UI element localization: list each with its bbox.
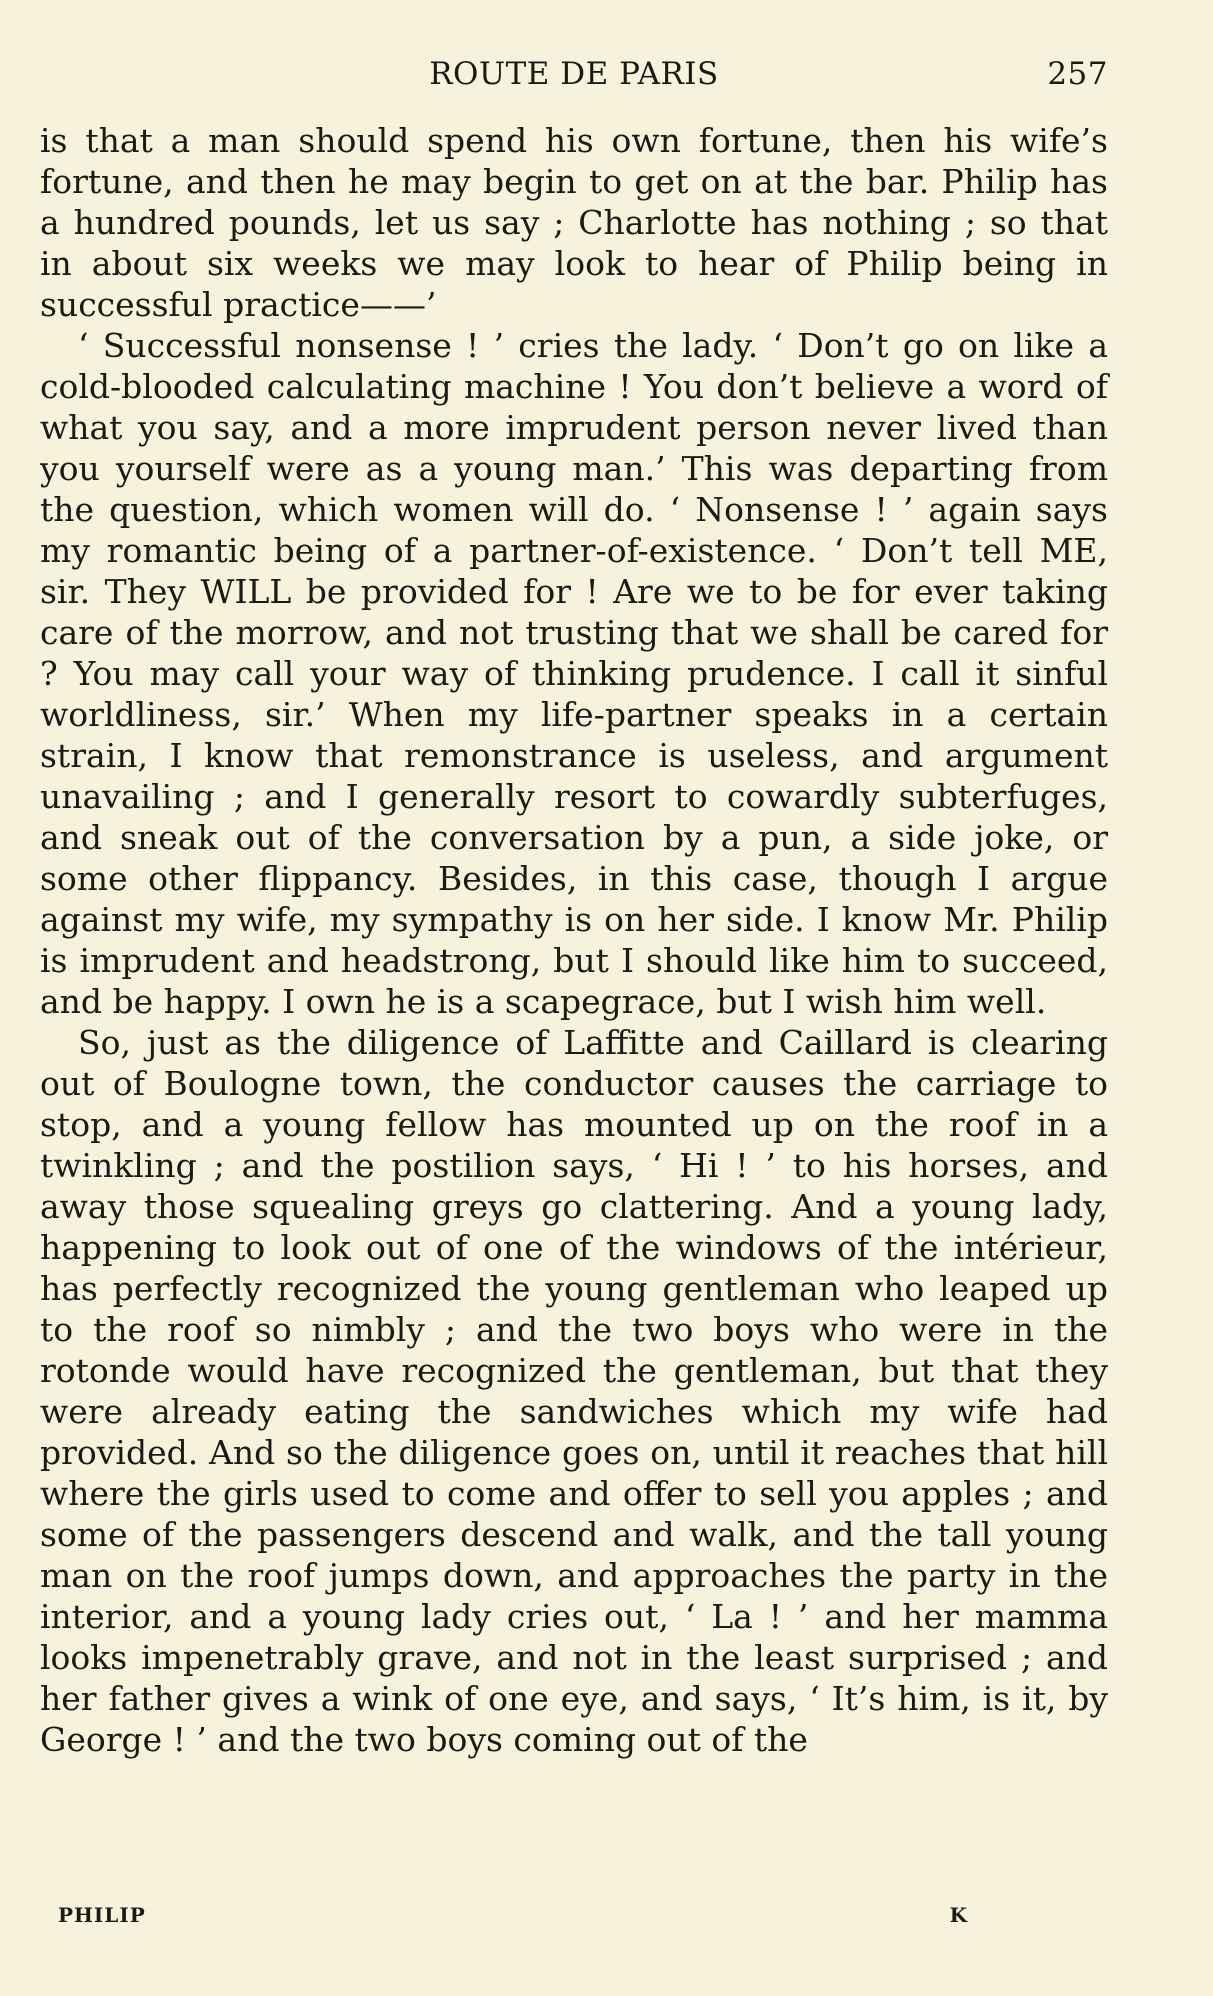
page-footer bbox=[40, 1903, 1108, 1927]
paragraph-continuation: is that a man should spend his own fortune, then his wife’s fortune, and then he may begin to get on at the bar. Philip has a hundred pounds, let us say ; Charlotte has nothing ; so that in about six weeks we may look to hear of Philip being in successful practice——’ bbox=[40, 121, 1108, 324]
signature-label: PHILIP bbox=[58, 1903, 146, 1927]
page-number: 257 bbox=[1047, 56, 1108, 92]
book-page bbox=[40, 56, 1108, 1760]
paragraph-diligence: So, just as the diligence of Laffitte and Caillard is clearing out of Boulogne town, the conductor causes the carriage to stop, and a young fellow has mounted up on the roof in a twinkling ; and the postilion says, ‘ Hi ! ’ to his horses, and away those squealing greys go clattering. And a young lady, happening to look out of one of the windows of the intérieur, has perfectly recognized the young gentleman who leaped up to the roof so nimbly ; and the two boys who were in the rotonde would have recognized the gentleman, but that they were already eating the sandwiches which my wife had provided. And so the diligence goes on, until it reaches that hill where the girls used to come and offer to sell you apples ; and some of the passengers descend and walk, and the tall young man on the roof jumps down, and approaches the party in the interior, and a young lady cries out, ‘ La ! ’ and her mamma looks impenetrably grave, and not in the least surprised ; and her father gives a wink of one eye, and says, ‘ It’s him, is it, by George ! ’ and the two boys coming out of the bbox=[40, 1023, 1108, 1759]
body-text bbox=[40, 120, 1108, 1760]
running-head bbox=[40, 56, 1108, 96]
running-title: ROUTE DE PARIS bbox=[429, 56, 719, 92]
signature-mark: K bbox=[949, 1903, 968, 1927]
paragraph-dialogue: ‘ Successful nonsense ! ’ cries the lady. ‘ Don’t go on like a cold-blooded calculating machine ! You don’t believe a word of what you say, and a more imprudent person never lived than you yourself were as a young man.’ This was departing from the question, which women will do. ‘ Nonsense ! ’ again says my romantic being of a partner-of-existence. ‘ Don’t tell ME, sir. They WILL be provided for ! Are we to be for ever taking care of the morrow, and not trusting that we shall be cared for ? You may call your way of thinking prudence. I call it sinful worldliness, sir.’ When my life-partner speaks in a certain strain, I know that remonstrance is useless, and argument unavailing ; and I generally resort to cowardly subterfuges, and sneak out of the conversation by a pun, a side joke, or some other flippancy. Besides, in this case, though I argue against my wife, my sympathy is on her side. I know Mr. Philip is imprudent and headstrong, but I should like him to succeed, and be happy. I own he is a scapegrace, but I wish him well. bbox=[40, 326, 1108, 1021]
